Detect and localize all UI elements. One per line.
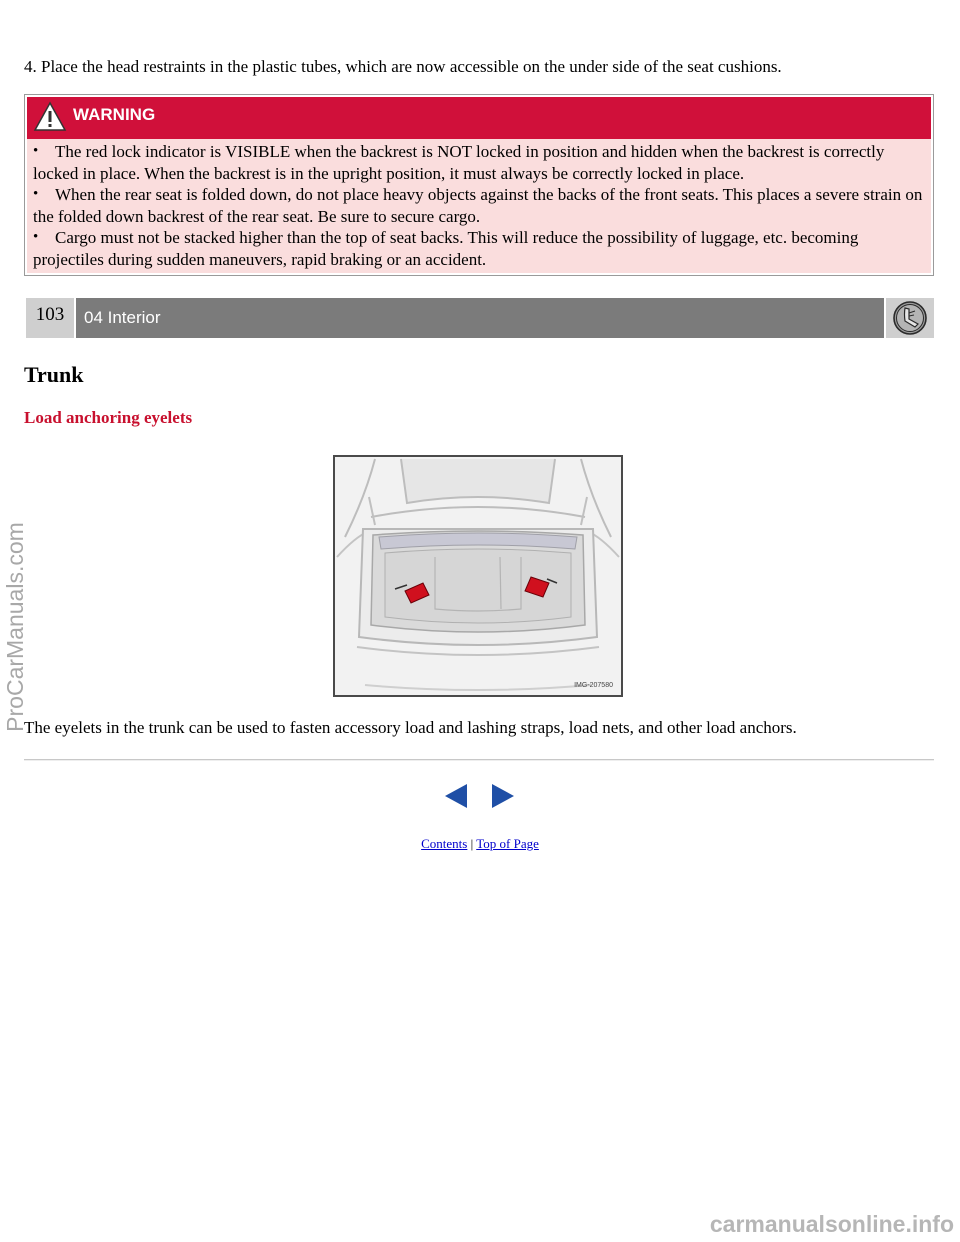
warning-item: • The red lock indicator is VISIBLE when the backrest is NOT locked in position and hidden when the backrest is correctly locked in place. When the backrest is in the upright position, it must always be correctly locked in place.: [27, 141, 931, 184]
footer-links: [0, 836, 960, 852]
watermark-left: ProCarManuals.com: [2, 522, 28, 732]
intro-paragraph: 4. Place the head restraints in the plastic tubes, which are now accessible on the under side of the seat cushions.: [24, 57, 782, 76]
seat-icon: [891, 300, 929, 336]
top-of-page-link[interactable]: Top of Page: [476, 836, 539, 851]
warning-list: [27, 141, 931, 270]
subsection-title: Load anchoring eyelets: [24, 408, 193, 427]
chapter-icon-box: [886, 298, 934, 338]
warning-item: • Cargo must not be stacked higher than the top of seat backs. This will reduce the possibility of luggage, etc. becoming projectiles during sudden maneuvers, rapid braking or an accident.: [27, 227, 931, 270]
arrow-right-icon[interactable]: [490, 783, 516, 809]
section-header-bar: [26, 298, 934, 338]
trunk-drawing: [335, 457, 621, 695]
section-title: Trunk: [24, 362, 84, 387]
warning-triangle-icon: [33, 101, 67, 133]
chapter-title: 04 Interior: [76, 298, 884, 338]
arrow-left-icon[interactable]: [443, 783, 469, 809]
body-paragraph: The eyelets in the trunk can be used to fasten accessory load and lashing straps, load nets, and other load anchors.: [24, 718, 797, 737]
warning-title: WARNING: [73, 105, 156, 124]
trunk-illustration: [333, 455, 623, 697]
warning-body: [27, 139, 931, 273]
figure-code: IMG-207580: [574, 682, 613, 689]
contents-link[interactable]: Contents: [421, 836, 468, 851]
warning-header: [27, 97, 931, 139]
footer-separator: |: [470, 836, 474, 851]
warning-box: [24, 94, 934, 276]
page-number: 103: [26, 298, 74, 338]
watermark-bottom: carmanualsonline.info: [709, 1211, 954, 1237]
divider: [24, 759, 934, 761]
warning-item: • When the rear seat is folded down, do not place heavy objects against the backs of the front seats. This places a severe strain on the folded down backrest of the rear seat. Be sure to secure cargo.: [27, 184, 931, 227]
